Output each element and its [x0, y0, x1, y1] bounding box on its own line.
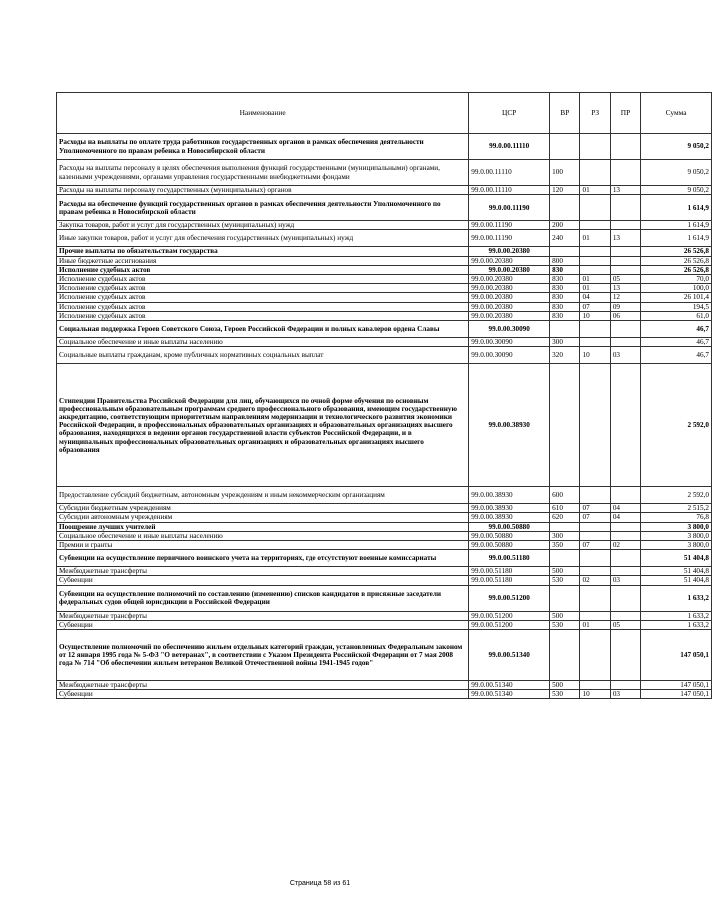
cell-csr: 99.0.00.51180: [469, 550, 550, 567]
cell-rz: [580, 338, 610, 347]
cell-vr: 610: [550, 504, 580, 513]
cell-rz: [580, 681, 610, 690]
table-row: [57, 256, 712, 265]
cell-csr: 99.0.00.38930: [469, 504, 550, 513]
cell-vr: [550, 134, 580, 160]
cell-csr: 99.0.00.50880: [469, 541, 550, 550]
table-row: [57, 681, 712, 690]
cell-rz: 01: [580, 275, 610, 284]
cell-sum: 3 800,0: [641, 522, 712, 531]
cell-name: Социальные выплаты гражданам, кроме публичных нормативных социальных выплат: [57, 347, 469, 364]
cell-csr: 99.0.00.51340: [469, 681, 550, 690]
table-row: [57, 513, 712, 522]
cell-pr: 05: [610, 620, 640, 629]
cell-vr: 830: [550, 284, 580, 293]
cell-rz: [580, 256, 610, 265]
cell-sum: 2 592,0: [641, 364, 712, 487]
table-row: [57, 576, 712, 585]
cell-name: Исполнение судебных актов: [57, 284, 469, 293]
cell-vr: [550, 321, 580, 338]
cell-rz: 10: [580, 347, 610, 364]
cell-csr: 99.0.00.20380: [469, 247, 550, 256]
cell-vr: [550, 585, 580, 611]
cell-csr: 99.0.00.30090: [469, 347, 550, 364]
cell-rz: [580, 531, 610, 540]
table-row: [57, 550, 712, 567]
cell-csr: 99.0.00.20380: [469, 265, 550, 274]
cell-pr: [610, 265, 640, 274]
cell-csr: 99.0.00.30090: [469, 338, 550, 347]
header-sum: Сумма: [641, 93, 712, 134]
header-name: Наименование: [57, 93, 469, 134]
cell-pr: 04: [610, 513, 640, 522]
cell-name: Предоставление субсидий бюджетным, автономным учреждениям и иным некоммерческим организациям: [57, 487, 469, 504]
cell-rz: [580, 550, 610, 567]
cell-csr: 99.0.00.38930: [469, 364, 550, 487]
cell-name: Социальное обеспечение и иные выплаты населению: [57, 531, 469, 540]
cell-name: Прочие выплаты по обязательствам государства: [57, 247, 469, 256]
cell-vr: 530: [550, 576, 580, 585]
cell-vr: 350: [550, 541, 580, 550]
cell-name: Субвенции на осуществление полномочий по составлению (изменению) списков кандидатов в присяжные заседатели федеральных судов общей юрисдикции в Российской Федерации: [57, 585, 469, 611]
cell-name: Исполнение судебных актов: [57, 293, 469, 302]
cell-vr: 530: [550, 620, 580, 629]
cell-name: Поощрение лучших учителей: [57, 522, 469, 531]
table-row: [57, 311, 712, 320]
budget-table: [56, 92, 712, 699]
cell-pr: 13: [610, 284, 640, 293]
cell-csr: 99.0.00.51200: [469, 585, 550, 611]
cell-rz: 01: [580, 620, 610, 629]
cell-name: Премии и гранты: [57, 541, 469, 550]
cell-csr: 99.0.00.20380: [469, 275, 550, 284]
cell-name: Расходы на выплаты по оплате труда работников государственных органов в рамках обеспечения деятельности Уполномоченного по правам ребенка в Новосибирской области: [57, 134, 469, 160]
cell-csr: 99.0.00.11190: [469, 195, 550, 221]
cell-sum: 1 614,9: [641, 230, 712, 247]
table-row: [57, 230, 712, 247]
cell-sum: 1 633,2: [641, 620, 712, 629]
cell-vr: 120: [550, 186, 580, 195]
cell-name: Иные закупки товаров, работ и услуг для обеспечения государственных (муниципальных) нужд: [57, 230, 469, 247]
cell-sum: 46,7: [641, 347, 712, 364]
cell-vr: 530: [550, 690, 580, 699]
page-number: Страница 58 из 61: [289, 880, 351, 887]
header-csr: ЦСР: [469, 93, 550, 134]
table-row: [57, 321, 712, 338]
cell-sum: 9 050,2: [641, 186, 712, 195]
cell-sum: 194,5: [641, 302, 712, 311]
cell-vr: [550, 364, 580, 487]
cell-pr: [610, 487, 640, 504]
cell-pr: 03: [610, 576, 640, 585]
cell-pr: [610, 550, 640, 567]
cell-pr: [610, 338, 640, 347]
cell-rz: 10: [580, 311, 610, 320]
cell-vr: 830: [550, 311, 580, 320]
cell-pr: [610, 256, 640, 265]
cell-rz: 10: [580, 690, 610, 699]
cell-vr: 800: [550, 256, 580, 265]
cell-sum: 3 800,0: [641, 531, 712, 540]
cell-name: Субсидии автономным учреждениям: [57, 513, 469, 522]
cell-rz: [580, 611, 610, 620]
cell-vr: 300: [550, 338, 580, 347]
cell-rz: [580, 160, 610, 186]
table-row: [57, 338, 712, 347]
cell-rz: [580, 221, 610, 230]
table-row: [57, 504, 712, 513]
cell-sum: 1 614,9: [641, 195, 712, 221]
cell-pr: [610, 321, 640, 338]
cell-pr: [610, 195, 640, 221]
cell-name: Субвенции: [57, 690, 469, 699]
cell-pr: [610, 681, 640, 690]
cell-name: Субвенции на осуществление первичного воинского учета на территориях, где отсутствуют военные комиссариаты: [57, 550, 469, 567]
table-row: [57, 611, 712, 620]
cell-rz: [580, 567, 610, 576]
cell-rz: 04: [580, 293, 610, 302]
cell-vr: [550, 247, 580, 256]
cell-vr: 500: [550, 611, 580, 620]
cell-rz: [580, 247, 610, 256]
cell-vr: 500: [550, 681, 580, 690]
table-row: [57, 186, 712, 195]
cell-rz: 01: [580, 186, 610, 195]
table-row: [57, 522, 712, 531]
cell-rz: [580, 522, 610, 531]
cell-name: Расходы на выплаты персоналу государственных (муниципальных) органов: [57, 186, 469, 195]
cell-name: Исполнение судебных актов: [57, 302, 469, 311]
cell-csr: 99.0.00.20380: [469, 284, 550, 293]
cell-csr: 99.0.00.38930: [469, 513, 550, 522]
cell-name: Исполнение судебных актов: [57, 265, 469, 274]
cell-name: Субвенции: [57, 620, 469, 629]
cell-csr: 99.0.00.51180: [469, 576, 550, 585]
cell-name: Стипендии Правительства Российской Федерации для лиц, обучающихся по очной форме обучения по основным профессиональным образовательным программам среднего профессионального образования, имеющим государственную аккредитацию, соответствующим приоритетным направлениям модернизации и технологического развития экономики Российской Федерации, в профессиональных образовательных организациях и образовательных организациях высшего образования, находящихся в ведении органов государственной власти субъектов Российской Федерации, и в муниципальных профессиональных образовательных организациях и образовательных организациях высшего образования: [57, 364, 469, 487]
cell-sum: 147 050,1: [641, 630, 712, 681]
cell-csr: 99.0.00.20380: [469, 256, 550, 265]
cell-sum: 1 633,2: [641, 611, 712, 620]
cell-pr: 13: [610, 186, 640, 195]
cell-sum: 2 592,0: [641, 487, 712, 504]
cell-pr: [610, 160, 640, 186]
cell-csr: 99.0.00.50880: [469, 522, 550, 531]
cell-name: Осуществление полномочий по обеспечению жильем отдельных категорий граждан, установленных Федеральным законом от 12 января 1995 года № 5-ФЗ "О ветеранах", в соответствии с Указом Президента Российской Федерации от 7 мая 2008 года № 714 "Об обеспечении жильем ветеранов Великой Отечественной войны 1941-1945 годов": [57, 630, 469, 681]
table-row: [57, 620, 712, 629]
table-row: [57, 541, 712, 550]
cell-rz: 02: [580, 576, 610, 585]
cell-pr: 12: [610, 293, 640, 302]
cell-rz: [580, 364, 610, 487]
cell-vr: 830: [550, 293, 580, 302]
cell-csr: 99.0.00.20380: [469, 302, 550, 311]
cell-csr: 99.0.00.51340: [469, 630, 550, 681]
cell-pr: [610, 364, 640, 487]
cell-csr: 99.0.00.11110: [469, 160, 550, 186]
cell-sum: 26 101,4: [641, 293, 712, 302]
cell-pr: [610, 134, 640, 160]
cell-vr: [550, 550, 580, 567]
cell-rz: 01: [580, 284, 610, 293]
cell-pr: [610, 522, 640, 531]
cell-rz: 07: [580, 541, 610, 550]
cell-vr: 200: [550, 221, 580, 230]
cell-vr: 300: [550, 531, 580, 540]
cell-csr: 99.0.00.38930: [469, 487, 550, 504]
cell-sum: 26 526,8: [641, 265, 712, 274]
table-row: [57, 293, 712, 302]
cell-sum: 147 050,1: [641, 681, 712, 690]
table-row: [57, 347, 712, 364]
cell-sum: 61,0: [641, 311, 712, 320]
cell-name: Субвенции: [57, 576, 469, 585]
table-row: [57, 160, 712, 186]
cell-csr: 99.0.00.20380: [469, 311, 550, 320]
cell-rz: [580, 265, 610, 274]
cell-pr: [610, 531, 640, 540]
cell-name: Субсидии бюджетным учреждениям: [57, 504, 469, 513]
cell-sum: 9 050,2: [641, 134, 712, 160]
cell-vr: 830: [550, 302, 580, 311]
cell-csr: 99.0.00.20380: [469, 293, 550, 302]
cell-vr: 830: [550, 265, 580, 274]
cell-sum: 51 404,8: [641, 567, 712, 576]
cell-csr: 99.0.00.30090: [469, 321, 550, 338]
cell-vr: 830: [550, 275, 580, 284]
cell-name: Социальная поддержка Героев Советского Союза, Героев Российской Федерации и полных кавалеров ордена Славы: [57, 321, 469, 338]
cell-pr: 03: [610, 347, 640, 364]
cell-name: Социальное обеспечение и иные выплаты населению: [57, 338, 469, 347]
cell-name: Исполнение судебных актов: [57, 311, 469, 320]
cell-csr: 99.0.00.51200: [469, 620, 550, 629]
cell-rz: [580, 585, 610, 611]
cell-pr: [610, 247, 640, 256]
table-row: [57, 567, 712, 576]
cell-name: Иные бюджетные ассигнования: [57, 256, 469, 265]
cell-sum: 1 633,2: [641, 585, 712, 611]
cell-csr: 99.0.00.51180: [469, 567, 550, 576]
table-row: [57, 630, 712, 681]
cell-sum: 9 050,2: [641, 160, 712, 186]
cell-vr: 500: [550, 567, 580, 576]
cell-vr: [550, 195, 580, 221]
cell-vr: [550, 630, 580, 681]
cell-pr: 13: [610, 230, 640, 247]
cell-csr: 99.0.00.11110: [469, 134, 550, 160]
cell-name: Закупка товаров, работ и услуг для государственных (муниципальных) нужд: [57, 221, 469, 230]
cell-sum: 70,0: [641, 275, 712, 284]
cell-rz: [580, 195, 610, 221]
cell-vr: 240: [550, 230, 580, 247]
cell-sum: 3 800,0: [641, 541, 712, 550]
cell-pr: 06: [610, 311, 640, 320]
cell-csr: 99.0.00.50880: [469, 531, 550, 540]
cell-csr: 99.0.00.51340: [469, 690, 550, 699]
cell-sum: 147 050,1: [641, 690, 712, 699]
table-row: [57, 247, 712, 256]
cell-sum: 46,7: [641, 321, 712, 338]
cell-pr: [610, 630, 640, 681]
cell-vr: 600: [550, 487, 580, 504]
cell-rz: [580, 134, 610, 160]
cell-rz: [580, 487, 610, 504]
cell-csr: 99.0.00.11110: [469, 186, 550, 195]
table-row: [57, 265, 712, 274]
table-row: [57, 364, 712, 487]
cell-rz: 07: [580, 302, 610, 311]
cell-rz: [580, 321, 610, 338]
cell-sum: 51 404,8: [641, 576, 712, 585]
table-row: [57, 221, 712, 230]
cell-pr: 04: [610, 504, 640, 513]
cell-rz: [580, 630, 610, 681]
header-vr: ВР: [550, 93, 580, 134]
cell-pr: [610, 221, 640, 230]
table-row: [57, 284, 712, 293]
cell-sum: 26 526,8: [641, 247, 712, 256]
cell-vr: 320: [550, 347, 580, 364]
cell-sum: 1 614,9: [641, 221, 712, 230]
cell-rz: 01: [580, 230, 610, 247]
cell-name: Исполнение судебных актов: [57, 275, 469, 284]
cell-sum: 46,7: [641, 338, 712, 347]
cell-pr: [610, 585, 640, 611]
table-row: [57, 134, 712, 160]
cell-sum: 26 526,8: [641, 256, 712, 265]
cell-name: Межбюджетные трансферты: [57, 611, 469, 620]
table-row: [57, 487, 712, 504]
table-row: [57, 585, 712, 611]
cell-csr: 99.0.00.11190: [469, 230, 550, 247]
table-row: [57, 302, 712, 311]
header-rz: РЗ: [580, 93, 610, 134]
table-row: [57, 531, 712, 540]
cell-pr: 03: [610, 690, 640, 699]
table-row: [57, 690, 712, 699]
cell-sum: 100,0: [641, 284, 712, 293]
cell-csr: 99.0.00.11190: [469, 221, 550, 230]
cell-pr: 02: [610, 541, 640, 550]
cell-vr: 100: [550, 160, 580, 186]
cell-name: Межбюджетные трансферты: [57, 681, 469, 690]
cell-pr: [610, 567, 640, 576]
cell-sum: 51 404,8: [641, 550, 712, 567]
cell-sum: 2 515,2: [641, 504, 712, 513]
header-pr: ПР: [610, 93, 640, 134]
cell-vr: 620: [550, 513, 580, 522]
cell-pr: [610, 611, 640, 620]
cell-pr: 09: [610, 302, 640, 311]
table-row: [57, 195, 712, 221]
table-row: [57, 275, 712, 284]
cell-sum: 76,8: [641, 513, 712, 522]
cell-rz: 07: [580, 504, 610, 513]
cell-name: Расходы на выплаты персоналу в целях обеспечения выполнения функций государственными (муниципальными) органами, казенными учреждениями, органами управления государственными внебюджетными фондами: [57, 160, 469, 186]
table-header-row: [57, 93, 712, 134]
cell-rz: 07: [580, 513, 610, 522]
cell-name: Расходы на обеспечение функций государственных органов в рамках обеспечения деятельности Уполномоченного по правам ребенка в Новосибирской области: [57, 195, 469, 221]
cell-vr: [550, 522, 580, 531]
cell-csr: 99.0.00.51200: [469, 611, 550, 620]
cell-pr: 05: [610, 275, 640, 284]
cell-name: Межбюджетные трансферты: [57, 567, 469, 576]
